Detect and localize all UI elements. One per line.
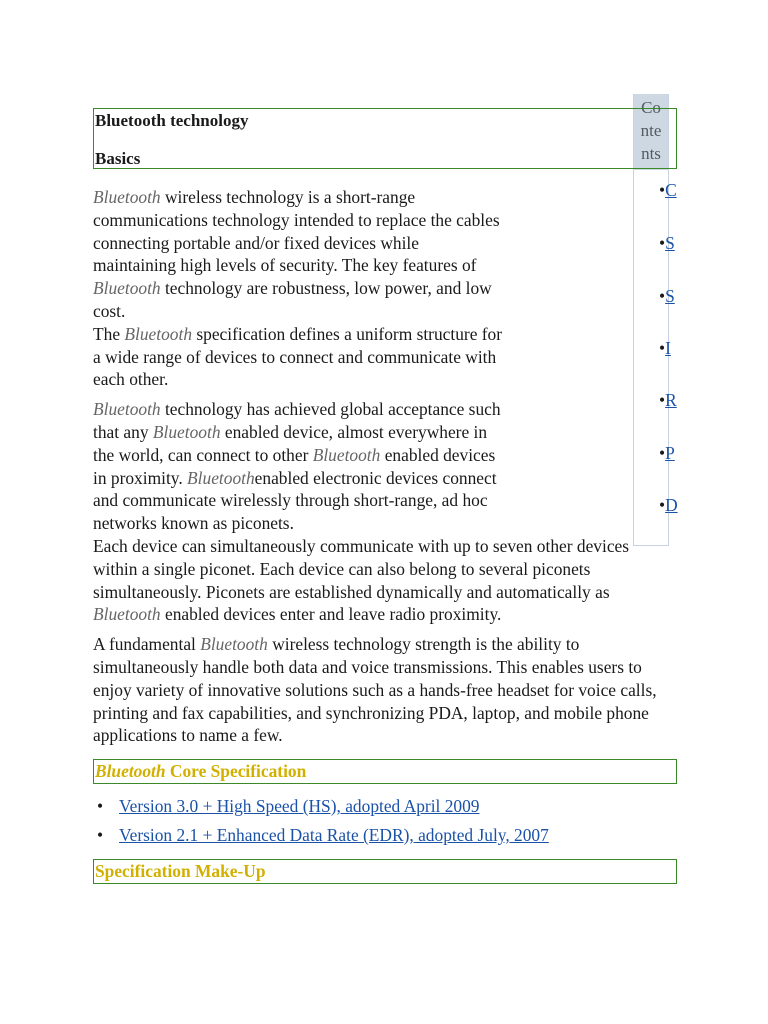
bullet: • xyxy=(659,233,666,253)
contents-link[interactable]: C xyxy=(665,180,677,200)
bluetooth-term: Bluetooth xyxy=(93,604,161,625)
paragraph-text: technology are robustness, low power, and low cost. xyxy=(93,278,492,321)
section-heading-text: Core Specification xyxy=(165,761,307,782)
contents-link[interactable]: D xyxy=(665,495,678,515)
bullet: • xyxy=(97,796,104,817)
bluetooth-term: Bluetooth xyxy=(200,634,268,655)
bullet: • xyxy=(97,825,104,846)
paragraph-text: technology has achieved global acceptance such that any xyxy=(93,399,501,442)
paragraph-intro xyxy=(93,186,503,391)
section-heading-makeup: Specification Make-Up xyxy=(93,859,677,884)
paragraph-text: Each device can simultaneously communicate with up to seven other devices within a single piconet. Each device can also belong to several piconets simultaneously. Piconets are established dynamically and automatically as xyxy=(93,535,630,602)
bullet: • xyxy=(659,495,666,515)
paragraph-text: enabled electronic devices connect and communicate wirelessly through short-range, ad hoc networks known as piconets. xyxy=(93,467,497,534)
contents-link[interactable]: P xyxy=(665,443,675,463)
bullet: • xyxy=(659,180,666,200)
paragraph-text: enabled device, almost everywhere in the world, can connect to other xyxy=(93,421,488,465)
paragraph-text: specification defines a uniform structure for a wide range of devices to connect and communicate with each other. xyxy=(93,323,503,390)
bluetooth-term: Bluetooth xyxy=(124,323,193,344)
bullet: • xyxy=(659,286,666,306)
contents-link[interactable]: S xyxy=(665,286,675,306)
page-title: Bluetooth technology xyxy=(95,111,249,130)
paragraph-acceptance xyxy=(93,398,677,626)
contents-heading-line: nte xyxy=(640,121,662,140)
section-heading-core-spec xyxy=(93,759,677,784)
section-title-basics: Basics xyxy=(95,149,141,168)
spec-version-link[interactable]: Version 2.1 + Enhanced Data Rate (EDR), adopted July, 2007 xyxy=(119,825,549,846)
list-item xyxy=(93,824,677,853)
document-body xyxy=(93,108,677,884)
bluetooth-term: Bluetooth xyxy=(152,421,221,442)
paragraph-text: The xyxy=(93,323,125,344)
contents-link[interactable]: R xyxy=(665,390,677,410)
title-box xyxy=(93,108,677,169)
bluetooth-term: Bluetooth xyxy=(93,187,161,207)
bullet: • xyxy=(659,390,666,410)
paragraph-text: enabled devices enter and leave radio proximity. xyxy=(160,604,502,625)
paragraph-text: enabled devices in proximity. xyxy=(93,444,496,488)
bluetooth-term: Bluetooth xyxy=(95,761,166,782)
core-spec-list xyxy=(93,795,677,853)
bullet: • xyxy=(659,338,666,358)
contents-link[interactable]: I xyxy=(665,338,671,358)
bluetooth-term: Bluetooth xyxy=(93,278,161,299)
contents-heading-line: nts xyxy=(641,144,661,163)
paragraph-text: wireless technology is a short-range communications technology intended to replace the cables connecting portable and/or fixed devices while maintaining high levels of security. The key features of xyxy=(93,187,500,276)
bluetooth-term: Bluetooth xyxy=(93,399,161,420)
bluetooth-term: Bluetooth xyxy=(312,444,381,465)
paragraph-strength xyxy=(93,633,677,747)
contents-link[interactable]: S xyxy=(665,233,675,253)
spec-version-link[interactable]: Version 3.0 + High Speed (HS), adopted April 2009 xyxy=(119,796,480,817)
list-item xyxy=(93,795,677,824)
paragraph-text: A fundamental xyxy=(93,634,201,655)
bluetooth-term: Bluetooth xyxy=(187,467,255,488)
paragraph-text: wireless technology strength is the ability to simultaneously handle both data and voice transmissions. This enables users to enjoy variety of innovative solutions such as a hands-free headset for voice calls, printing and fax capabilities, and synchronizing PDA, laptop, and mobile phone applications to name a few. xyxy=(93,634,657,746)
bullet: • xyxy=(659,443,666,463)
contents-heading-line: Co xyxy=(641,98,661,117)
